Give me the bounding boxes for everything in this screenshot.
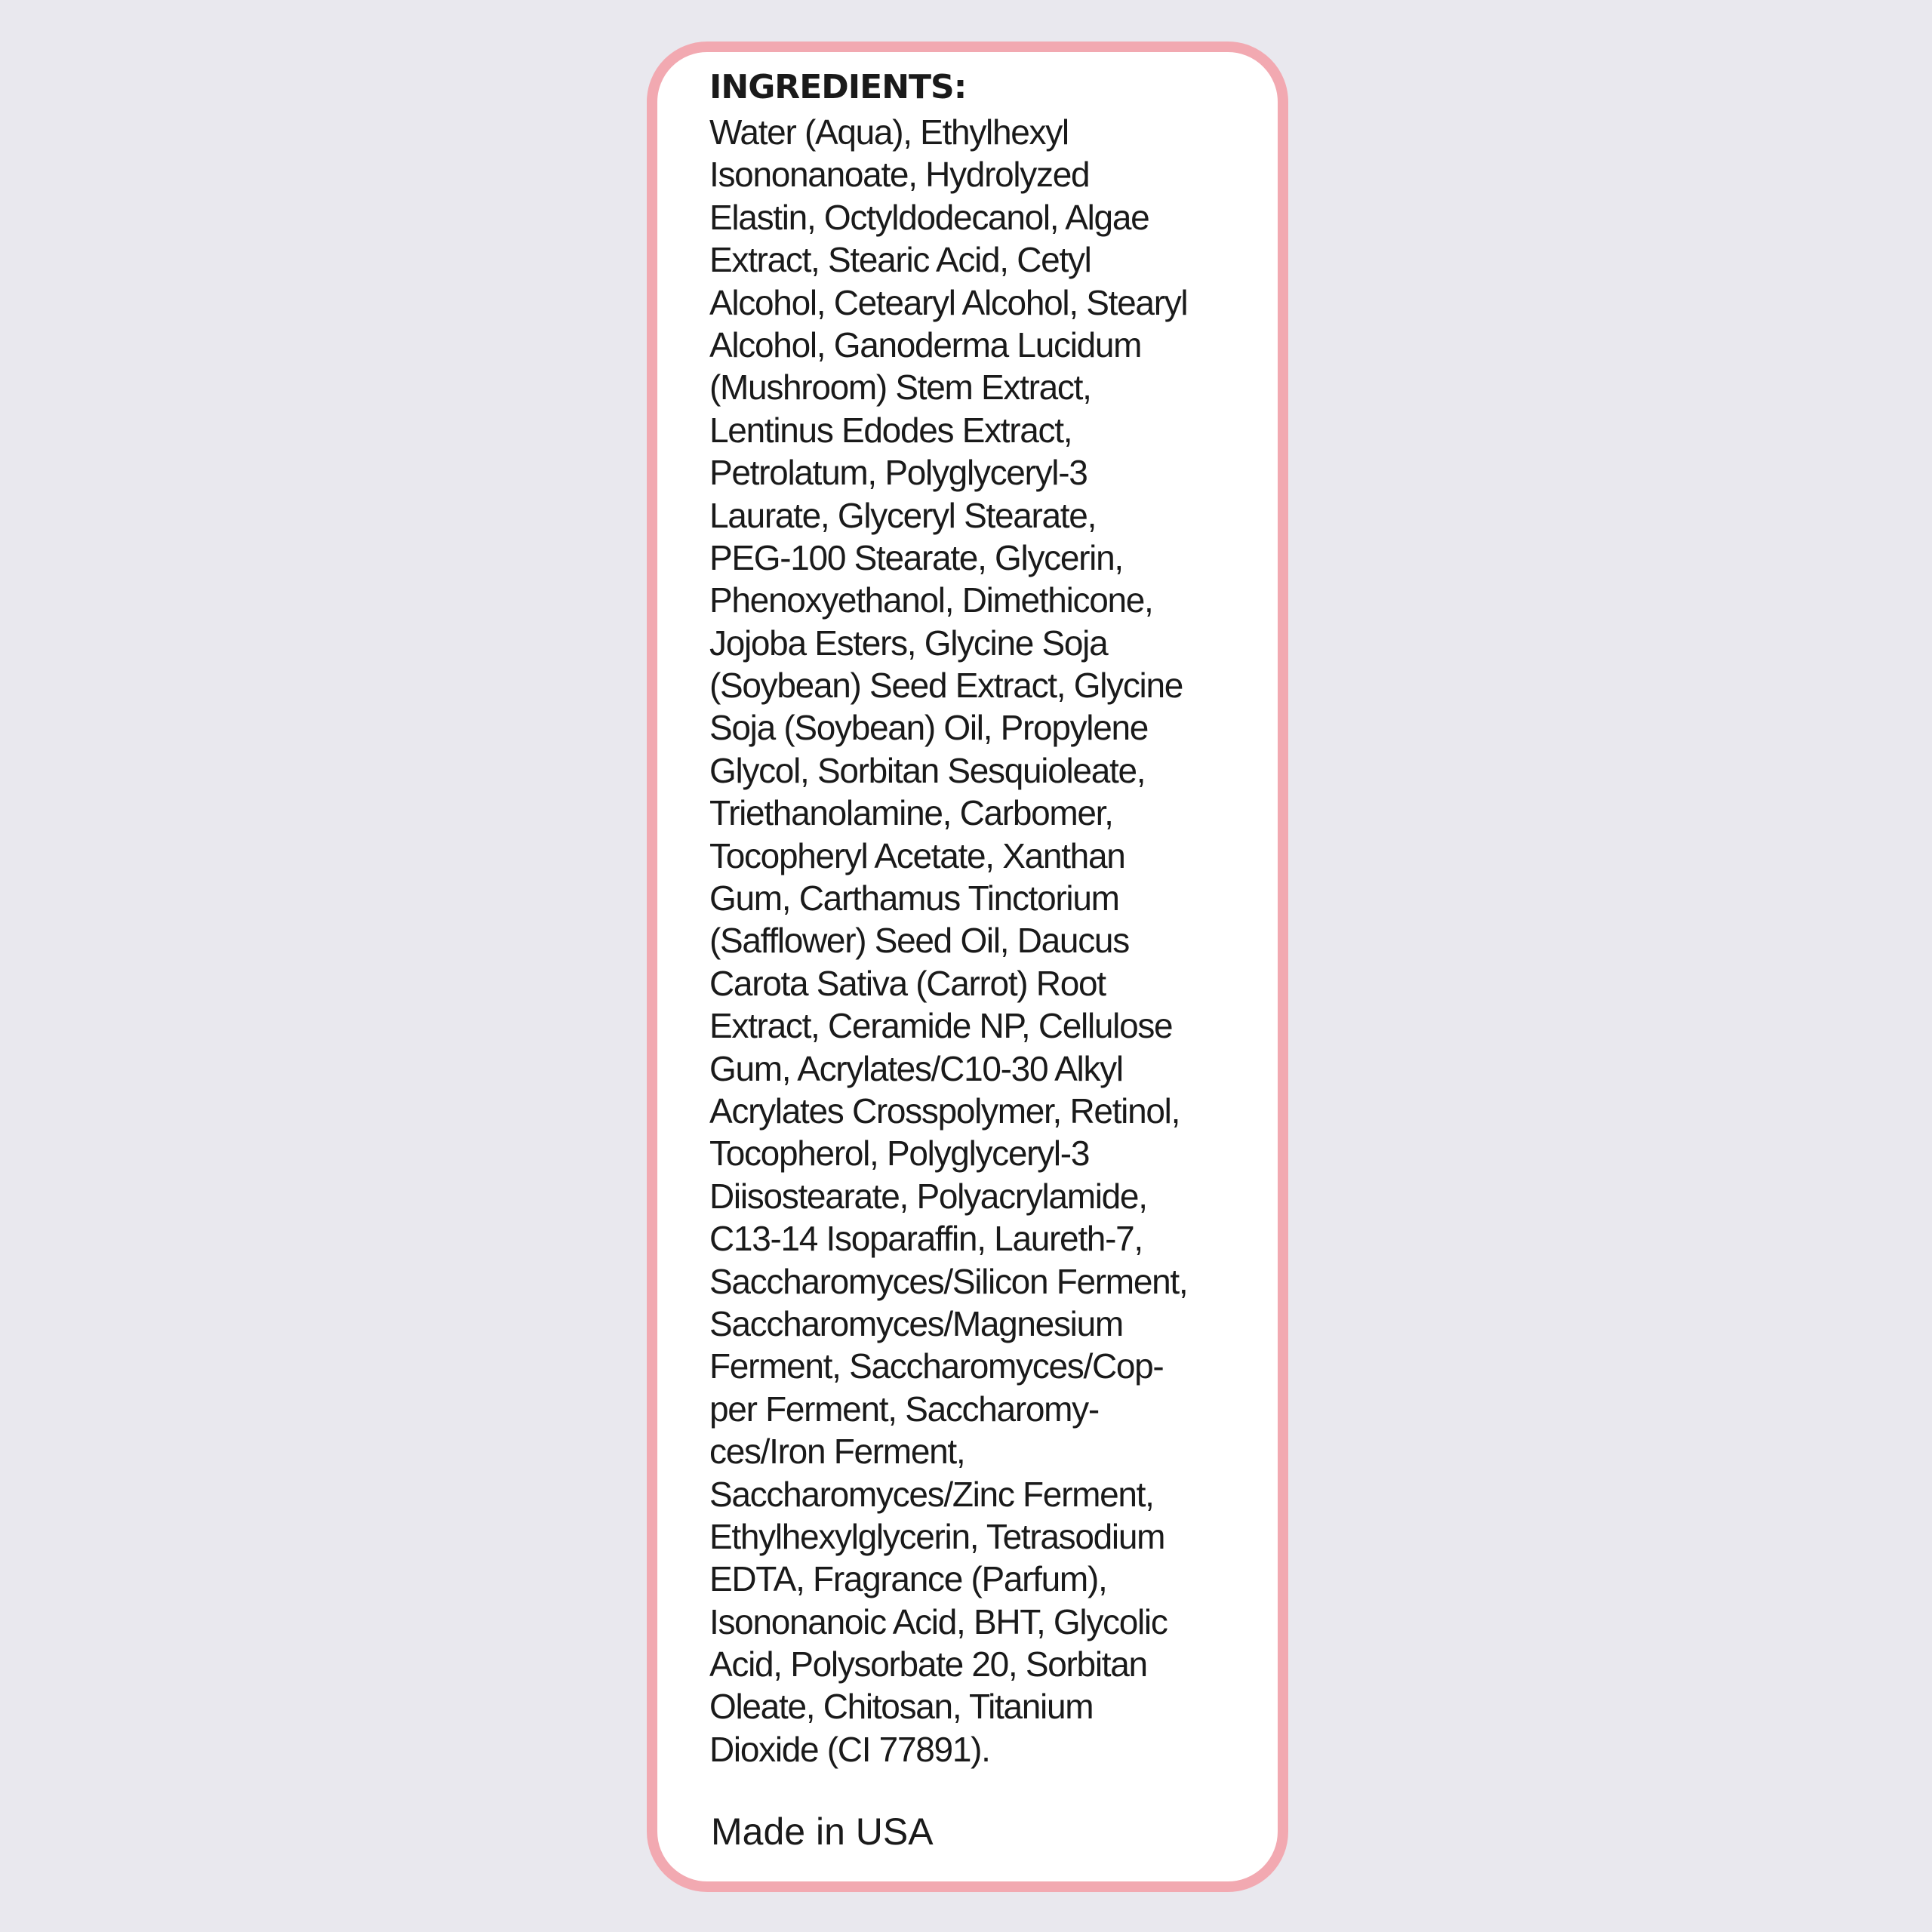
ingredient-line: Gum, Acrylates/C10-30 Alkyl — [709, 1048, 1123, 1088]
ingredient-line: Saccharomyces/Silicon Ferment, — [709, 1261, 1188, 1301]
ingredient-line: PEG-100 Stearate, Glycerin, — [709, 537, 1123, 577]
ingredient-line: Isononanoate, Hydrolyzed — [709, 155, 1090, 195]
ingredient-line: Tocopherol, Polyglyceryl-3 — [709, 1134, 1090, 1174]
ingredient-line: Saccharomyces/Zinc Ferment, — [709, 1474, 1154, 1514]
ingredient-line: EDTA, Fragrance (Parfum), — [709, 1559, 1107, 1599]
ingredient-line: Extract, Ceramide NP, Cellulose — [709, 1006, 1173, 1046]
ingredient-line: Carota Sativa (Carrot) Root — [709, 963, 1106, 1003]
ingredient-line: Gum, Carthamus Tinctorium — [709, 878, 1119, 918]
ingredient-line: Oleate, Chitosan, Titanium — [709, 1687, 1094, 1727]
ingredient-line: Tocopheryl Acetate, Xanthan — [709, 835, 1125, 875]
ingredient-line: Ethylhexylglycerin, Tetrasodium — [709, 1516, 1165, 1556]
ingredients-list — [709, 111, 1187, 1770]
ingredient-line: Dioxide (CI 77891). — [709, 1729, 990, 1769]
ingredient-line: Petrolatum, Polyglyceryl-3 — [709, 453, 1088, 493]
ingredients-heading: INGREDIENTS: — [709, 68, 967, 106]
ingredient-line: Elastin, Octyldodecanol, Algae — [709, 197, 1149, 237]
ingredient-line: Acid, Polysorbate 20, Sorbitan — [709, 1644, 1147, 1684]
ingredient-line: Saccharomyces/Magnesium — [709, 1303, 1123, 1343]
ingredient-line: Extract, Stearic Acid, Cetyl — [709, 240, 1091, 280]
ingredient-line: Isononanoic Acid, BHT, Glycolic — [709, 1601, 1168, 1641]
ingredient-line: Phenoxyethanol, Dimethicone, — [709, 580, 1153, 620]
ingredient-line: Triethanolamine, Carbomer, — [709, 793, 1113, 833]
ingredient-line: C13-14 Isoparaffin, Laureth-7, — [709, 1219, 1143, 1259]
ingredient-line: (Soybean) Seed Extract, Glycine — [709, 666, 1183, 706]
ingredient-line: (Safflower) Seed Oil, Daucus — [709, 921, 1129, 961]
ingredient-line: Alcohol, Ganoderma Lucidum — [709, 325, 1142, 365]
ingredient-line: Lentinus Edodes Extract, — [709, 410, 1072, 450]
ingredient-line: per Ferment, Saccharomy- — [709, 1389, 1099, 1429]
ingredient-line: Jojoba Esters, Glycine Soja — [709, 623, 1108, 663]
ingredient-line: Laurate, Glyceryl Stearate, — [709, 495, 1097, 535]
made-in-usa-text: Made in USA — [711, 1810, 934, 1853]
ingredient-line: ces/Iron Ferment, — [709, 1432, 965, 1472]
ingredient-line: (Mushroom) Stem Extract, — [709, 368, 1091, 408]
ingredient-line: Diisostearate, Polyacrylamide, — [709, 1176, 1147, 1216]
ingredient-line: Soja (Soybean) Oil, Propylene — [709, 708, 1149, 748]
ingredient-line: Water (Aqua), Ethylhexyl — [709, 112, 1069, 152]
ingredient-line: Glycol, Sorbitan Sesquioleate, — [709, 750, 1146, 790]
ingredient-line: Acrylates Crosspolymer, Retinol, — [709, 1091, 1180, 1131]
ingredient-line: Alcohol, Cetearyl Alcohol, Stearyl — [709, 282, 1188, 322]
ingredient-line: Ferment, Saccharomyces/Cop- — [709, 1346, 1164, 1386]
